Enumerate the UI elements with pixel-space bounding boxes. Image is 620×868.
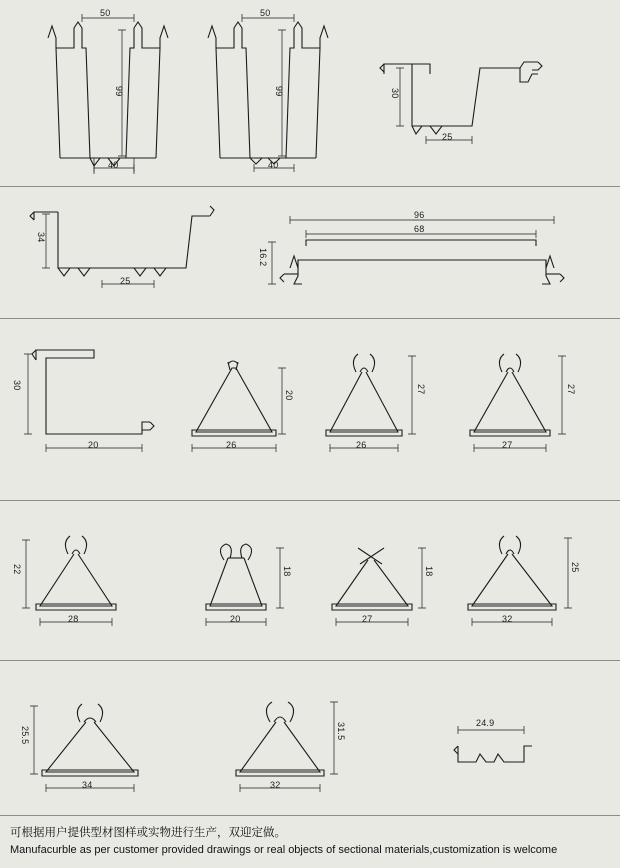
footer-note-english: Manufacurble as per customer provided drawings or real objects of sectional materials,customization is welcome — [10, 844, 558, 856]
row-divider — [0, 318, 620, 319]
dim-label: 18 — [424, 566, 434, 577]
profile-tapered-channel-2 — [190, 8, 330, 178]
dim-label: 34 — [82, 780, 93, 790]
dim-label: 99 — [114, 86, 124, 97]
profile-bulb-triangle-27-27 — [450, 344, 590, 464]
dim-label: 20 — [88, 440, 99, 450]
profile-wide-panel-96 — [250, 198, 600, 308]
dim-label: 27 — [566, 384, 576, 395]
dim-label: 25.5 — [20, 726, 30, 745]
dim-label: 24.9 — [476, 718, 495, 728]
dim-label: 30 — [12, 380, 22, 391]
dim-label: 22 — [12, 564, 22, 575]
dim-label: 18 — [282, 566, 292, 577]
profile-double-loop-18-20 — [176, 530, 316, 640]
dim-label: 27 — [362, 614, 373, 624]
profile-triangle-20-26 — [178, 354, 308, 464]
footer-note-chinese: 可根据用户提供型材图样或实物进行生产，双迎定做。 — [10, 825, 286, 839]
dim-label: 20 — [284, 390, 294, 401]
profile-bulb-triangle-25-32 — [450, 522, 600, 642]
dim-label: 50 — [260, 8, 271, 18]
profile-bulb-triangle-22-28 — [12, 520, 162, 640]
profile-tapered-channel-1 — [30, 8, 170, 178]
dim-label: 96 — [414, 210, 425, 220]
dim-label: 31.5 — [336, 722, 346, 741]
row-divider — [0, 660, 620, 661]
dim-label: 50 — [100, 8, 111, 18]
dim-label: 25 — [442, 132, 453, 142]
profile-bulb-triangle-27-26 — [308, 344, 438, 464]
dim-label: 34 — [36, 232, 46, 243]
dim-label: 40 — [108, 160, 119, 170]
profile-bulb-triangle-31p5-32 — [210, 686, 360, 811]
dim-label: 28 — [68, 614, 79, 624]
dim-label: 40 — [268, 160, 279, 170]
profile-hat-channel-30 — [360, 48, 560, 168]
row-divider — [0, 186, 620, 187]
dim-label: 99 — [274, 86, 284, 97]
dim-label: 16.2 — [258, 248, 268, 267]
dim-label: 26 — [356, 440, 367, 450]
dim-label: 27 — [502, 440, 513, 450]
dim-label: 27 — [416, 384, 426, 395]
row-divider — [0, 500, 620, 501]
dim-label: 25 — [570, 562, 580, 573]
dim-label: 20 — [230, 614, 241, 624]
dim-label: 30 — [390, 88, 400, 99]
footer-note — [0, 815, 620, 868]
dim-label: 26 — [226, 440, 237, 450]
dim-label: 68 — [414, 224, 425, 234]
profile-angle-30-20 — [10, 334, 170, 464]
dim-label: 32 — [502, 614, 513, 624]
profile-bulb-triangle-25p5-34 — [20, 690, 180, 810]
dim-label: 32 — [270, 780, 281, 790]
profile-cross-top-18-27 — [312, 530, 452, 640]
profile-hat-channel-34 — [14, 198, 224, 308]
dim-label: 25 — [120, 276, 131, 286]
profile-step-flat-24p9 — [440, 712, 580, 792]
